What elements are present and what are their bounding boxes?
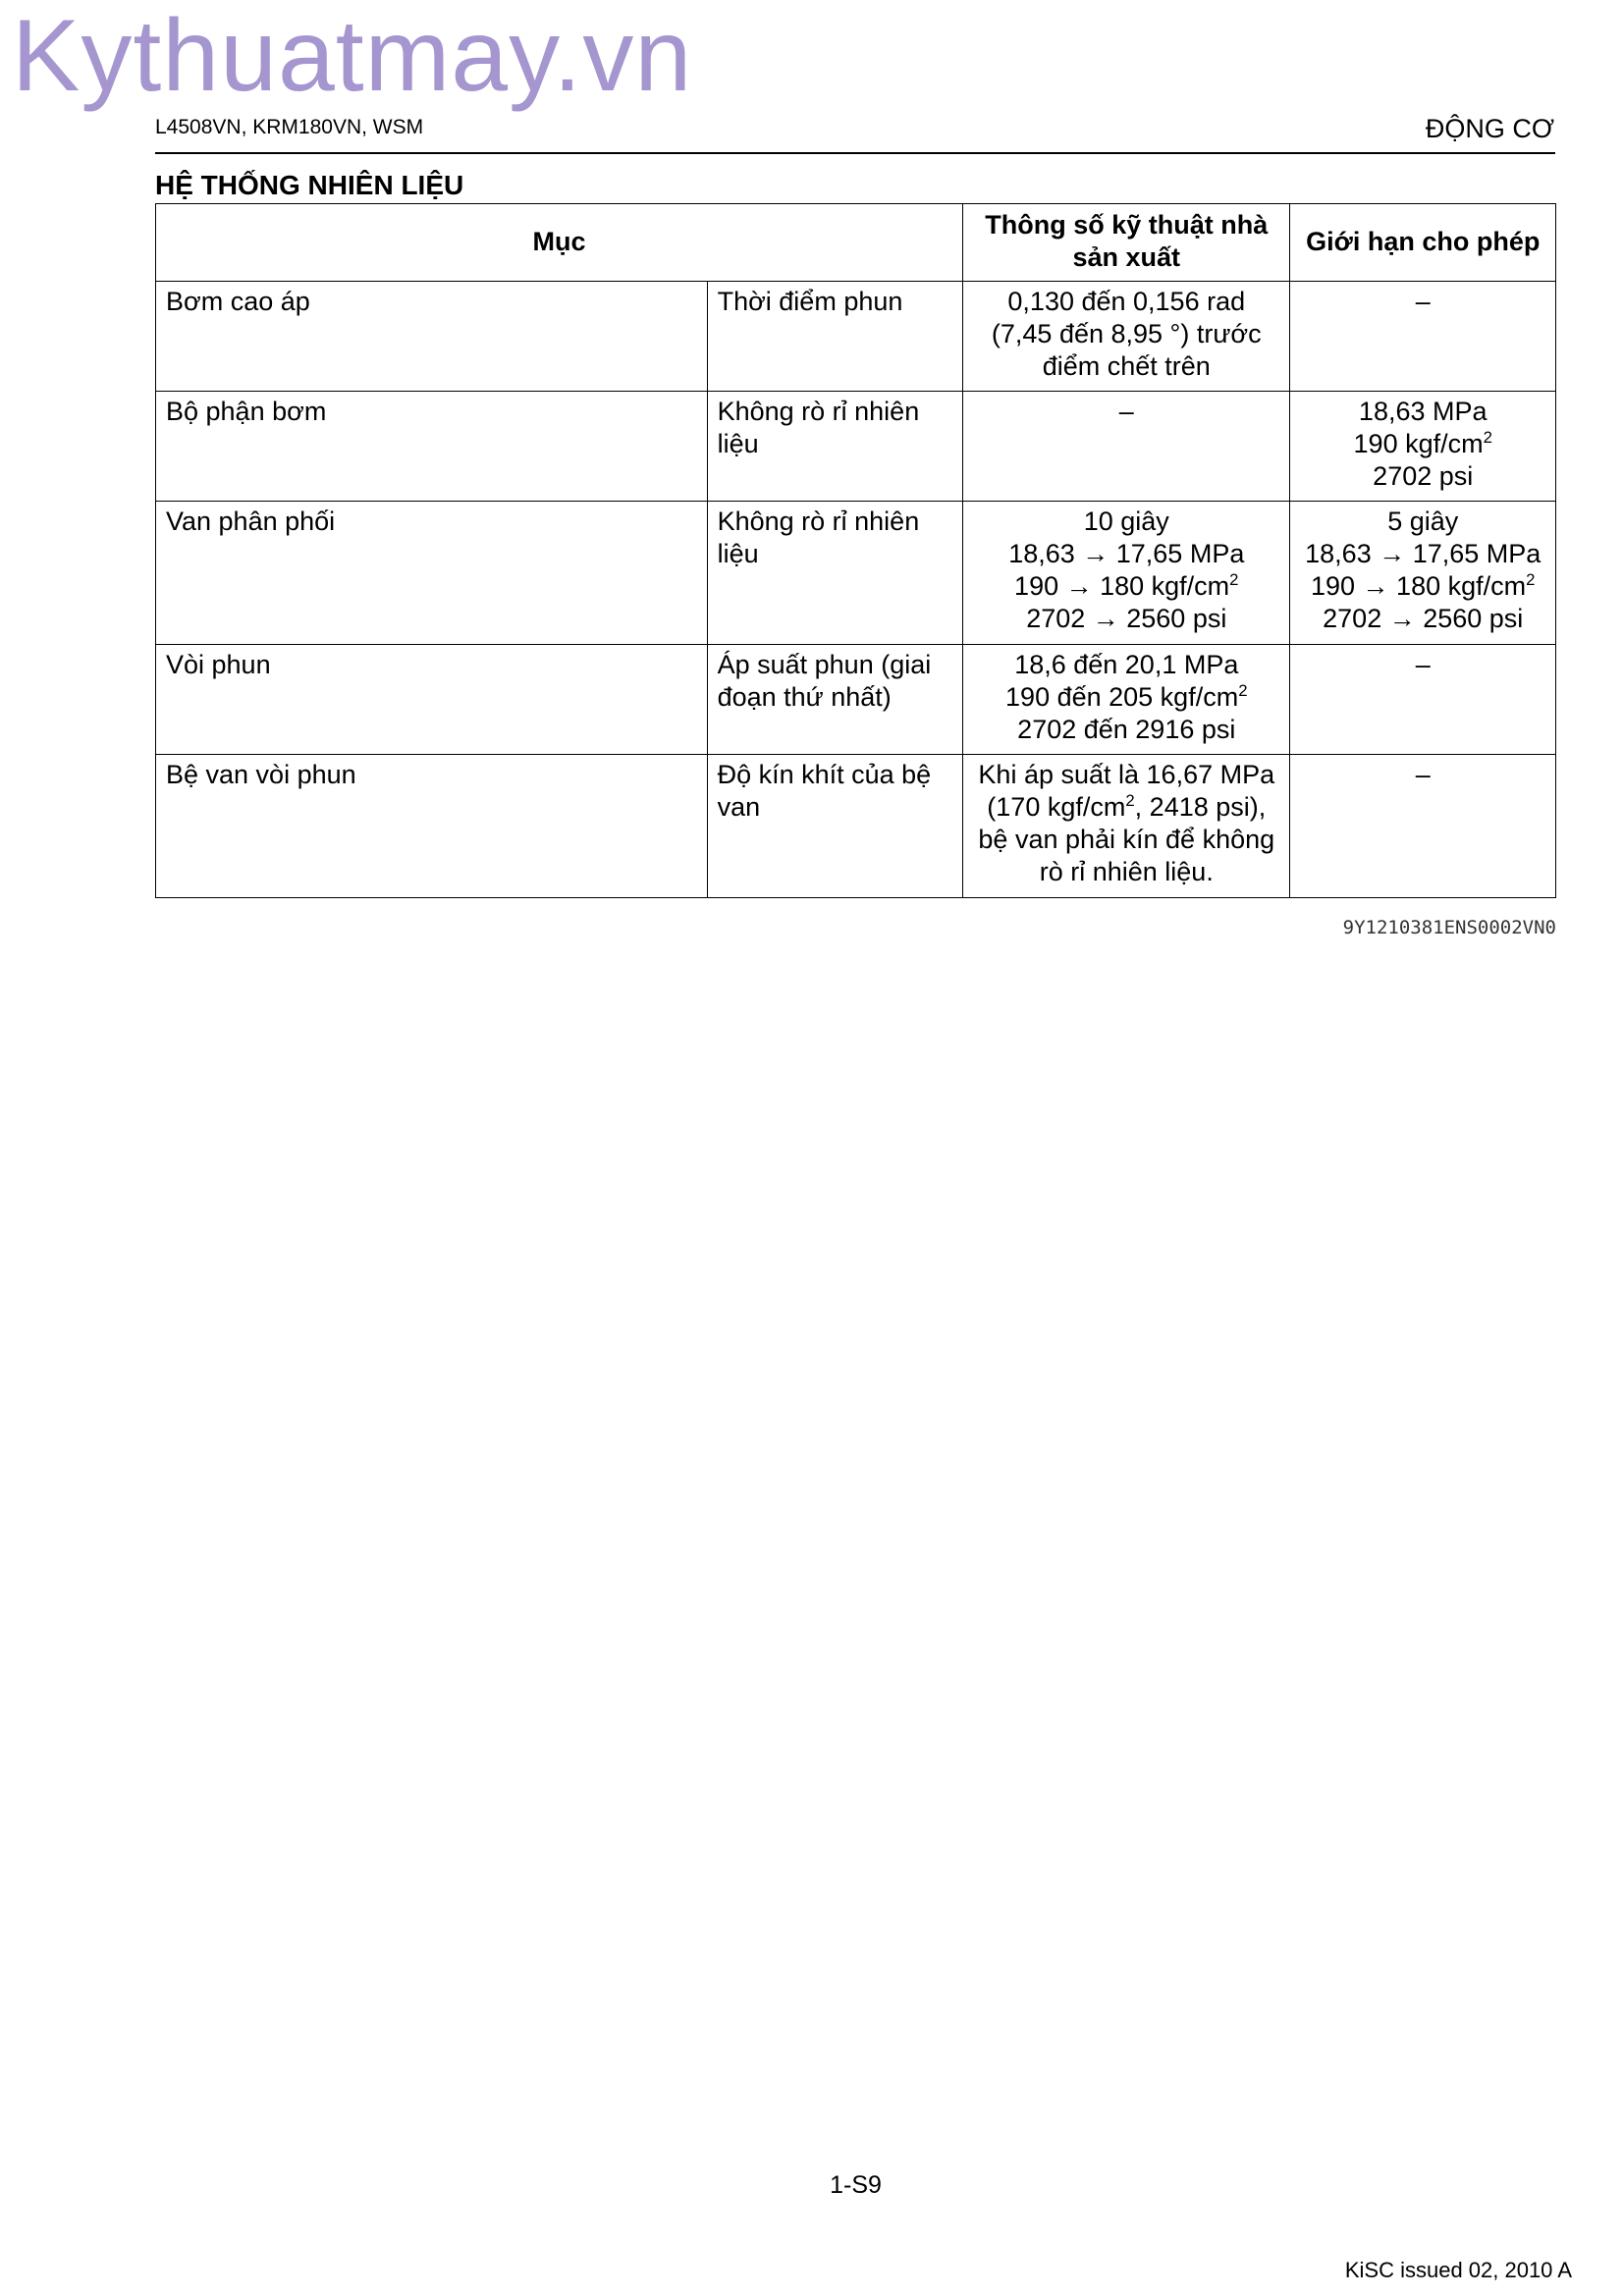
spec-line: 190 → 180 kgf/$cm^2$	[1014, 570, 1239, 601]
item-cell: Bộ phận bơm	[156, 392, 708, 502]
limit-line: 18,63 → 17,65 MPa	[1305, 539, 1542, 568]
header-chapter: ĐỘNG CƠ	[1425, 114, 1554, 143]
limit-line: 190 kgf/$cm^2$	[1353, 428, 1492, 458]
sub-item-cell: Áp suất phun (giai đoạn thứ nhất)	[707, 645, 963, 755]
spec-cell	[963, 755, 1290, 898]
page-number: 1-S9	[830, 2171, 882, 2199]
header-divider	[155, 152, 1555, 154]
spec-line: điểm chết trên	[1042, 351, 1211, 381]
spec-line: rò rỉ nhiên liệu.	[1039, 857, 1214, 886]
spec-cell	[963, 502, 1290, 645]
item-cell: Vòi phun	[156, 645, 708, 755]
header-item: Mục	[156, 204, 963, 282]
item-cell: Van phân phối	[156, 502, 708, 645]
item-cell: Bơm cao áp	[156, 282, 708, 392]
spec-line: (170 kgf/$cm^2$, 2418 psi),	[987, 791, 1267, 822]
spec-line: 10 giây	[1083, 507, 1169, 536]
limit-cell	[1290, 755, 1556, 898]
spec-cell	[963, 392, 1290, 502]
spec-line: bệ van phải kín để không	[978, 825, 1275, 854]
limit-line: 2702 → 2560 psi	[1323, 604, 1524, 633]
spec-cell	[963, 645, 1290, 755]
document-code: 9Y1210381ENS0002VN0	[1342, 917, 1556, 938]
table-row	[156, 392, 1556, 502]
superscript-two: 2	[1483, 428, 1492, 447]
table-row	[156, 645, 1556, 755]
limit-line: 190 → 180 kgf/$cm^2$	[1311, 570, 1536, 601]
superscript-two: 2	[1238, 681, 1248, 700]
spec-line: (7,45 đến 8,95 °) trước	[991, 319, 1262, 348]
superscript-two: 2	[1526, 570, 1536, 589]
section-title: HỆ THỐNG NHIÊN LIỆU	[155, 170, 464, 200]
limit-line: 5 giây	[1387, 507, 1459, 536]
limit-cell	[1290, 645, 1556, 755]
issue-note: KiSC issued 02, 2010 A	[1344, 2258, 1572, 2282]
limit-line: –	[1415, 760, 1431, 789]
limit-cell	[1290, 282, 1556, 392]
fuel-system-spec-table	[155, 203, 1556, 898]
superscript-two: 2	[1125, 791, 1135, 810]
watermark-logo: Kythuatmay.vn	[12, 0, 693, 113]
sub-item-cell: Độ kín khít của bệ van	[707, 755, 963, 898]
spec-line: 18,6 đến 20,1 MPa	[1014, 650, 1239, 679]
limit-line: 18,63 MPa	[1358, 397, 1488, 426]
spec-line: –	[1118, 397, 1134, 426]
limit-cell	[1290, 502, 1556, 645]
spec-line: 0,130 đến 0,156 rad	[1007, 287, 1246, 316]
spec-line: Khi áp suất là 16,67 MPa	[978, 760, 1275, 789]
sub-item-cell: Thời điểm phun	[707, 282, 963, 392]
table-header-row	[156, 204, 1556, 282]
spec-line: 18,63 → 17,65 MPa	[1008, 539, 1245, 568]
header-spec: Thông số kỹ thuật nhà sản xuất	[963, 204, 1290, 282]
spec-line: 2702 đến 2916 psi	[1017, 715, 1236, 744]
sub-item-cell: Không rò rỉ nhiên liệu	[707, 392, 963, 502]
table-row	[156, 755, 1556, 898]
spec-cell	[963, 282, 1290, 392]
table-row	[156, 502, 1556, 645]
limit-line: 2702 psi	[1373, 461, 1474, 491]
limit-cell	[1290, 392, 1556, 502]
header-limit: Giới hạn cho phép	[1290, 204, 1556, 282]
item-cell: Bệ van vòi phun	[156, 755, 708, 898]
header-models: L4508VN, KRM180VN, WSM	[155, 116, 424, 138]
limit-line: –	[1415, 287, 1431, 316]
limit-line: –	[1415, 650, 1431, 679]
sub-item-cell: Không rò rỉ nhiên liệu	[707, 502, 963, 645]
superscript-two: 2	[1229, 570, 1239, 589]
spec-line: 2702 → 2560 psi	[1026, 604, 1227, 633]
table-row	[156, 282, 1556, 392]
spec-line: 190 đến 205 kgf/$cm^2$	[1005, 681, 1248, 712]
